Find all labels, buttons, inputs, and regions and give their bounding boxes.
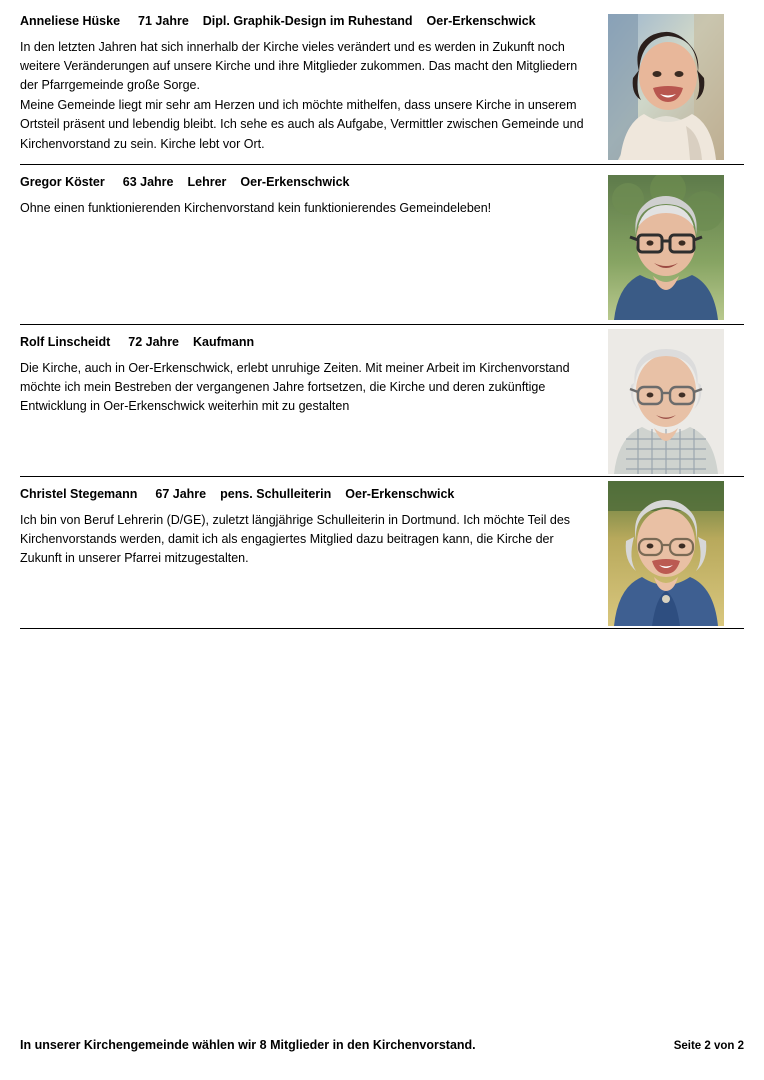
candidate-name: Christel Stegemann	[20, 487, 138, 501]
candidate-place: Oer-Erkenschwick	[426, 14, 536, 28]
candidate-name: Rolf Linscheidt	[20, 335, 111, 349]
candidate-profession: pens. Schulleiterin	[220, 487, 332, 501]
candidate-place: Oer-Erkenschwick	[345, 487, 455, 501]
candidate-statement	[20, 38, 600, 154]
candidate-paragraph: Meine Gemeinde liegt mir sehr am Herzen und ich möchte mithelfen, dass unsere Kirche in unserem Ortsteil präsent und lebendig bleibt. Ich sehe es auch als Aufgabe, Vermittler zwischen Gemeinde und Kirchenvorstand zu sein. Kirche lebt vor Ort.	[20, 97, 584, 151]
candidate-photo	[608, 481, 724, 626]
candidate-paragraph: Die Kirche, auch in Oer-Erkenschwick, erlebt unruhige Zeiten. Mit meiner Arbeit im Kirchenvorstand möchte ich mein Bestreben der vergangenen Jahre fortsetzen, die Kirche und deren zukünftige Entwicklung in Oer-Erkenschwick weiterhin mit zu gestalten	[20, 360, 570, 414]
candidate-place: Oer-Erkenschwick	[240, 175, 350, 189]
candidate-statement	[20, 199, 600, 218]
candidate-paragraph: Ich bin von Beruf Lehrerin (D/GE), zuletzt längjährige Schulleiterin in Dortmund. Ich möchte Teil des Kirchenvorstands werden, damit ich als engagiertes Mitglied dazu beitragen kann, die Kirche der Zukunft in unserer Pfarrei mitzugestalten.	[20, 512, 571, 566]
candidate-photo	[608, 14, 724, 160]
candidate-profession: Lehrer	[187, 175, 227, 189]
candidate-paragraph: Ohne einen funktionierenden Kirchenvorstand kein funktionierendes Gemeindeleben!	[20, 200, 492, 215]
portrait-image	[608, 175, 724, 320]
candidate-age: 67 Jahre	[155, 487, 207, 501]
candidate-age: 72 Jahre	[128, 335, 180, 349]
footer-note: In unserer Kirchengemeinde wählen wir 8 Mitglieder in den Kirchenvorstand.	[20, 1038, 476, 1052]
candidate-photo	[608, 175, 724, 320]
candidate-age: 63 Jahre	[122, 175, 174, 189]
candidate-name: Gregor Köster	[20, 175, 105, 189]
candidate-profession: Dipl. Graphik-Design im Ruhestand	[202, 14, 413, 28]
candidate-entry	[20, 324, 744, 476]
candidate-statement	[20, 359, 600, 417]
page-number: Seite 2 von 2	[673, 1040, 744, 1052]
candidate-profession: Kaufmann	[193, 335, 255, 349]
candidate-entry	[20, 476, 744, 628]
candidate-photo	[608, 329, 724, 474]
portrait-image	[608, 329, 724, 474]
candidate-entry	[20, 164, 744, 324]
candidate-age: 71 Jahre	[138, 14, 189, 28]
page-footer	[20, 1038, 744, 1052]
candidate-name: Anneliese Hüske	[20, 14, 121, 28]
section-divider	[20, 628, 744, 629]
portrait-image	[608, 481, 724, 626]
candidate-paragraph: In den letzten Jahren hat sich innerhalb der Kirche vieles verändert und es werden in Zukunft noch weitere Veränderungen auf unsere Kirche und ihre Mitglieder zukommen. Das macht den Mitgliedern der Pfarrgemeinde große Sorge.	[20, 39, 578, 93]
candidate-entry	[20, 0, 744, 164]
candidate-statement	[20, 511, 600, 569]
portrait-image	[608, 14, 724, 160]
